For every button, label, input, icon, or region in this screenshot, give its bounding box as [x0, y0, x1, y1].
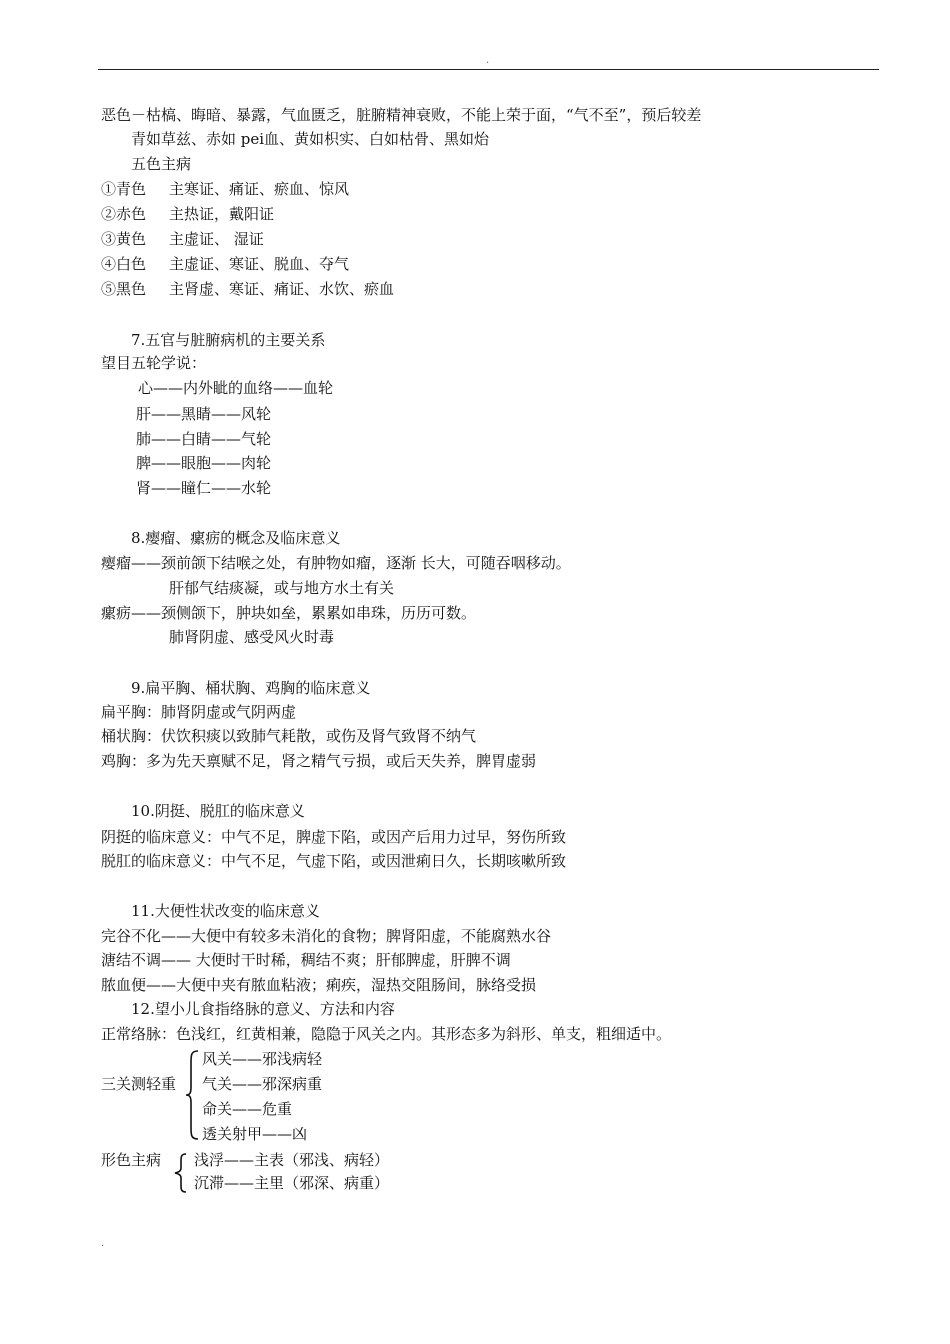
- section-11-title: 11.大便性状改变的临床意义: [131, 902, 320, 920]
- section-10-line: 阴挺的临床意义：中气不足，脾虚下陷，或因产后用力过早，努伤所致: [101, 828, 567, 846]
- footer-mark: .: [101, 1238, 105, 1249]
- section-11-line: 脓血便——大便中夹有脓血粘液；痢疾，湿热交阻肠间，脉络受损: [101, 976, 537, 994]
- section-7-title: 7.五官与脏腑病机的主要关系: [131, 331, 326, 349]
- color-item-label: ②赤色: [101, 205, 147, 223]
- three-gates-label: 三关测轻重: [101, 1075, 177, 1093]
- section-8-line: 瘰疬——颈侧颌下，肿块如垒，累累如串珠，历历可数。: [101, 604, 477, 622]
- section-8-line: 肺肾阴虚、感受风火时毒: [169, 628, 335, 646]
- shape-color-label: 形色主病: [101, 1151, 162, 1169]
- five-wheel-item: 脾——眼胞——肉轮: [136, 454, 272, 472]
- three-gates-item: 气关——邪深病重: [202, 1075, 323, 1093]
- bad-color-examples: 青如草兹、赤如 pei血、黄如枳实、白如枯骨、黑如炲: [131, 130, 490, 148]
- five-wheel-item: 心——内外眦的血络——血轮: [138, 379, 334, 397]
- header-mark: .: [486, 55, 490, 66]
- curly-brace-icon: [184, 1049, 200, 1141]
- curly-brace-icon: [172, 1152, 188, 1194]
- five-wheel-item: 肾——瞳仁——水轮: [136, 479, 272, 497]
- shape-color-item: 沉滞——主里（邪深、病重）: [194, 1174, 390, 1192]
- shape-color-item: 浅浮——主表（邪浅、病轻）: [194, 1151, 390, 1169]
- section-9-title: 9.扁平胸、桶状胸、鸡胸的临床意义: [131, 679, 371, 697]
- section-10-line: 脱肛的临床意义：中气不足，气虚下陷，或因泄痢日久，长期咳嗽所致: [101, 852, 567, 870]
- three-gates-item: 透关射甲——凶: [202, 1125, 308, 1143]
- color-item-label: ①青色: [101, 180, 147, 198]
- color-item-label: ⑤黑色: [101, 280, 147, 298]
- section-9-line: 扁平胸：肺肾阴虚或气阴两虚: [101, 703, 297, 721]
- section-7-subtitle: 望目五轮学说：: [101, 354, 207, 372]
- five-wheel-item: 肺——白睛——气轮: [136, 430, 272, 448]
- section-11-line: 溏结不调—— 大便时干时稀，稠结不爽；肝郁脾虚，肝脾不调: [101, 951, 511, 969]
- color-item-desc: 主寒证、痛证、瘀血、惊风: [169, 180, 350, 198]
- bad-color-line: 恶色－枯槁、晦暗、暴露，气血匮乏，脏腑精神衰败，不能上荣于面，“气不至”，预后较差: [101, 106, 702, 124]
- section-12-title: 12.望小儿食指络脉的意义、方法和内容: [131, 1000, 395, 1018]
- color-item-label: ④白色: [101, 255, 147, 273]
- color-item-label: ③黄色: [101, 230, 147, 248]
- section-9-line: 桶状胸：伏饮积痰以致肺气耗散，或伤及肾气致肾不纳气: [101, 727, 477, 745]
- section-8-line: 瘿瘤——颈前颌下结喉之处，有肿物如瘤，逐渐 长大，可随吞咽移动。: [101, 554, 571, 572]
- five-wheel-item: 肝——黑睛——风轮: [136, 405, 272, 423]
- three-gates-item: 命关——危重: [202, 1100, 293, 1118]
- color-item-desc: 主热证，戴阳证: [169, 205, 275, 223]
- five-colors-title: 五色主病: [131, 155, 192, 173]
- color-item-desc: 主肾虚、寒证、痛证、水饮、瘀血: [169, 280, 395, 298]
- three-gates-item: 风关——邪浅病轻: [202, 1050, 323, 1068]
- normal-vein-line: 正常络脉：色浅红，红黄相兼，隐隐于风关之内。其形态多为斜形、单支，粗细适中。: [101, 1025, 672, 1043]
- section-8-line: 肝郁气结痰凝，或与地方水土有关: [169, 579, 395, 597]
- header-rule: [98, 69, 879, 70]
- section-8-title: 8.瘿瘤、瘰疬的概念及临床意义: [131, 529, 341, 547]
- color-item-desc: 主虚证、寒证、脱血、夺气: [169, 255, 350, 273]
- section-9-line: 鸡胸：多为先天禀赋不足，肾之精气亏损，或后天失养，脾胃虚弱: [101, 752, 537, 770]
- color-item-desc: 主虚证、 湿证: [169, 230, 264, 248]
- section-11-line: 完谷不化——大便中有较多未消化的食物；脾肾阳虚，不能腐熟水谷: [101, 927, 552, 945]
- section-10-title: 10.阴挺、脱肛的临床意义: [131, 802, 305, 820]
